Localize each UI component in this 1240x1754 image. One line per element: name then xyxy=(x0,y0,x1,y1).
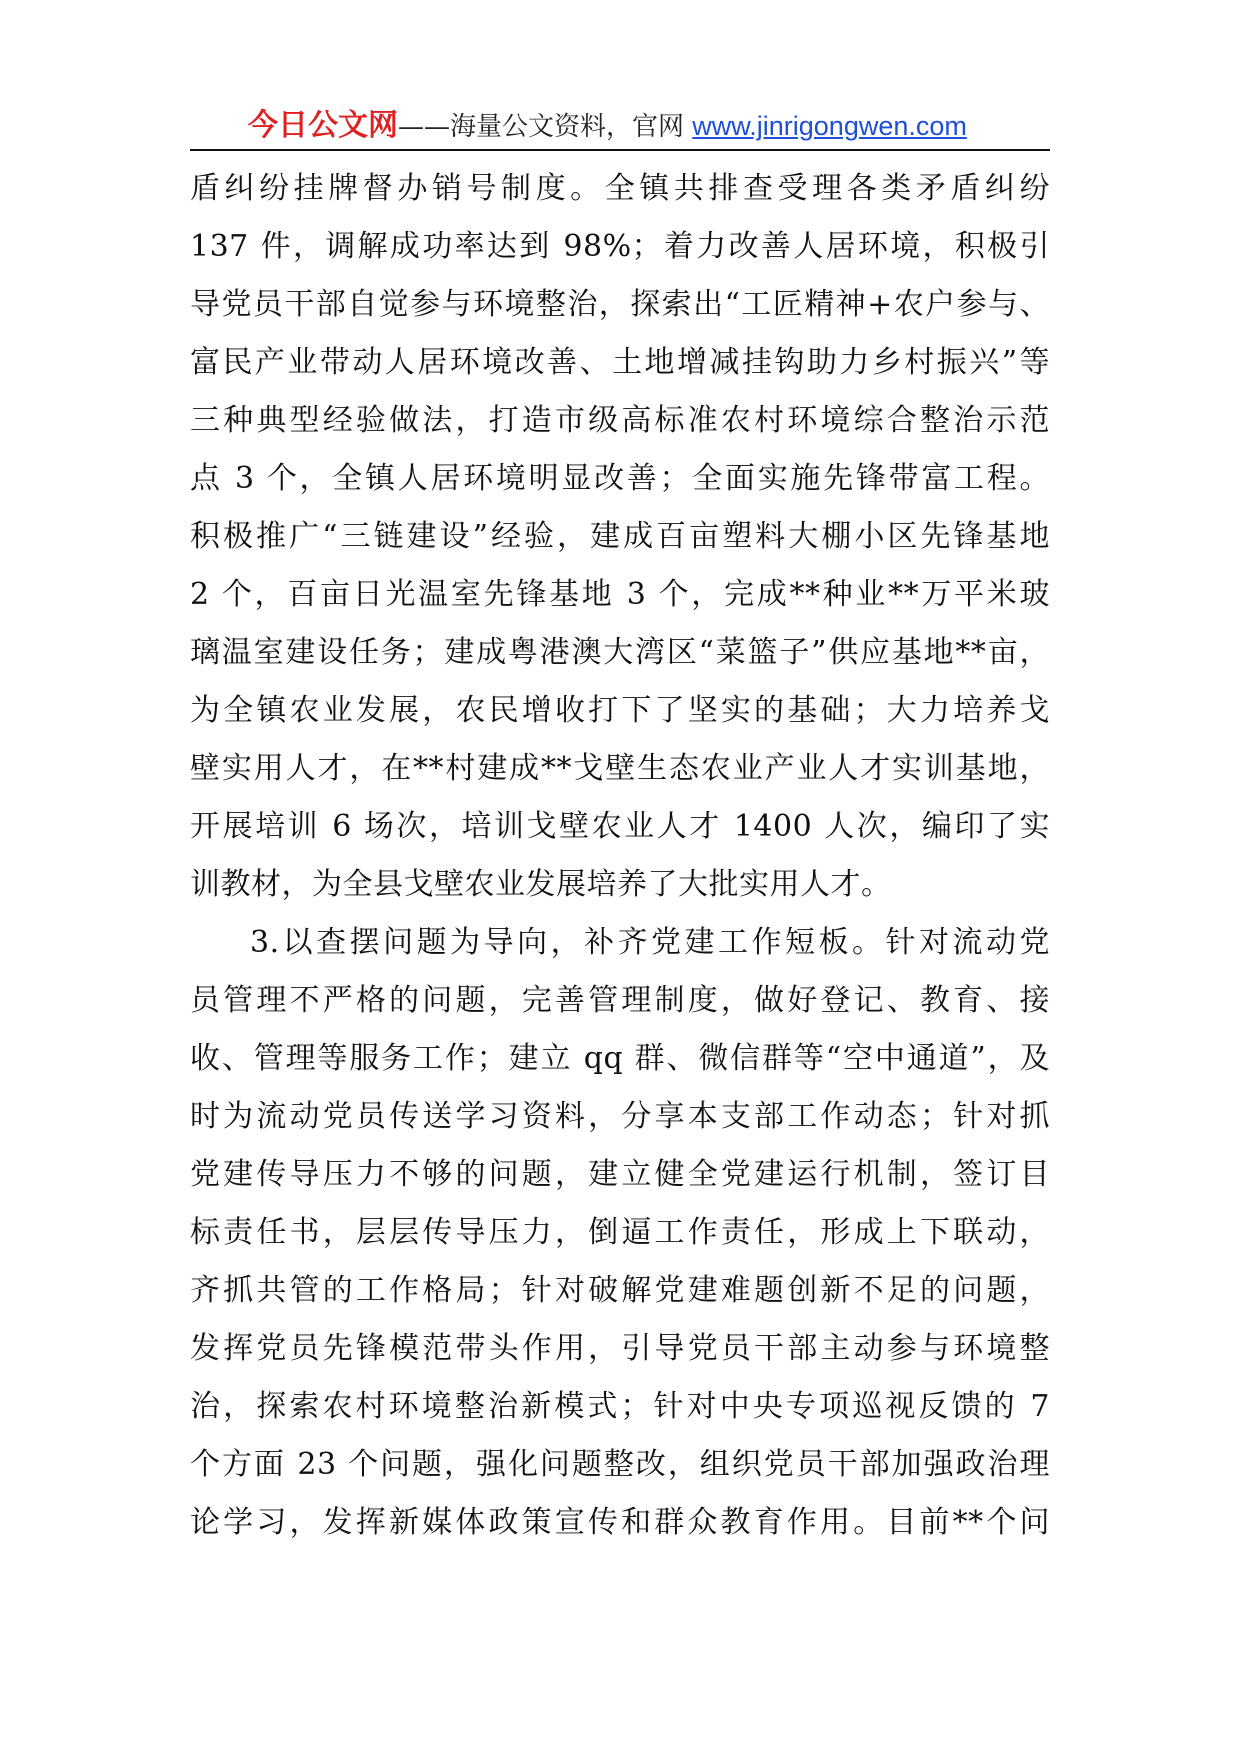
page-header xyxy=(248,104,1048,148)
text-line: 齐抓共管的工作格局；针对破解党建难题创新不足的问题， xyxy=(190,1273,1050,1308)
text-line: 壁实用人才，在**村建成**戈壁生态农业产业人才实训基地， xyxy=(190,751,1050,786)
text-line: 富民产业带动人居环境改善、土地增减挂钩助力乡村振兴”等 xyxy=(190,345,1050,380)
text-line: 发挥党员先锋模范带头作用，引导党员干部主动参与环境整 xyxy=(190,1331,1050,1366)
text-line: 2 个，百亩日光温室先锋基地 3 个，完成**种业**万平米玻 xyxy=(190,577,1050,612)
text-line: 三种典型经验做法，打造市级高标准农村环境综合整治示范 xyxy=(190,403,1050,438)
text-line: 党建传导压力不够的问题，建立健全党建运行机制，签订目 xyxy=(190,1157,1050,1192)
text-line: 璃温室建设任务；建成粤港澳大湾区“菜篮子”供应基地**亩， xyxy=(190,635,1050,670)
text-line: 开展培训 6 场次，培训戈壁农业人才 1400 人次，编印了实 xyxy=(190,809,1050,844)
section-heading-line: 3.以查摆问题为导向，补齐党建工作短板。针对流动党 xyxy=(250,925,1050,960)
website-link[interactable]: www.jinrigongwen.com xyxy=(692,111,967,141)
text-line: 收、管理等服务工作；建立 qq 群、微信群等“空中通道”，及 xyxy=(190,1041,1050,1076)
text-line: 治，探索农村环境整治新模式；针对中央专项巡视反馈的 7 xyxy=(190,1389,1050,1424)
text-line: 个方面 23 个问题，强化问题整改，组织党员干部加强政治理 xyxy=(190,1447,1050,1482)
text-line: 员管理不严格的问题，完善管理制度，做好登记、教育、接 xyxy=(190,983,1050,1018)
text-line: 137 件，调解成功率达到 98%；着力改善人居环境，积极引 xyxy=(190,229,1050,264)
text-line: 为全镇农业发展，农民增收打下了坚实的基础；大力培养戈 xyxy=(190,693,1050,728)
text-line: 训教材，为全县戈壁农业发展培养了大批实用人才。 xyxy=(190,867,892,902)
header-tagline: ——海量公文资料，官网 xyxy=(398,112,693,142)
text-line: 时为流动党员传送学习资料，分享本支部工作动态；针对抓 xyxy=(190,1099,1050,1134)
text-line: 积极推广“三链建设”经验，建成百亩塑料大棚小区先锋基地 xyxy=(190,519,1050,554)
header-divider xyxy=(190,149,1050,151)
text-line: 标责任书，层层传导压力，倒逼工作责任，形成上下联动， xyxy=(190,1215,1050,1250)
text-line: 点 3 个，全镇人居环境明显改善；全面实施先锋带富工程。 xyxy=(190,461,1050,496)
text-line: 导党员干部自觉参与环境整治，探索出“工匠精神+农户参与、 xyxy=(190,287,1050,322)
text-line: 论学习，发挥新媒体政策宣传和群众教育作用。目前**个问 xyxy=(190,1505,1050,1540)
text-line: 盾纠纷挂牌督办销号制度。全镇共排查受理各类矛盾纠纷 xyxy=(190,171,1050,206)
document-body xyxy=(190,160,1050,1552)
brand-name: 今日公文网 xyxy=(248,108,398,143)
